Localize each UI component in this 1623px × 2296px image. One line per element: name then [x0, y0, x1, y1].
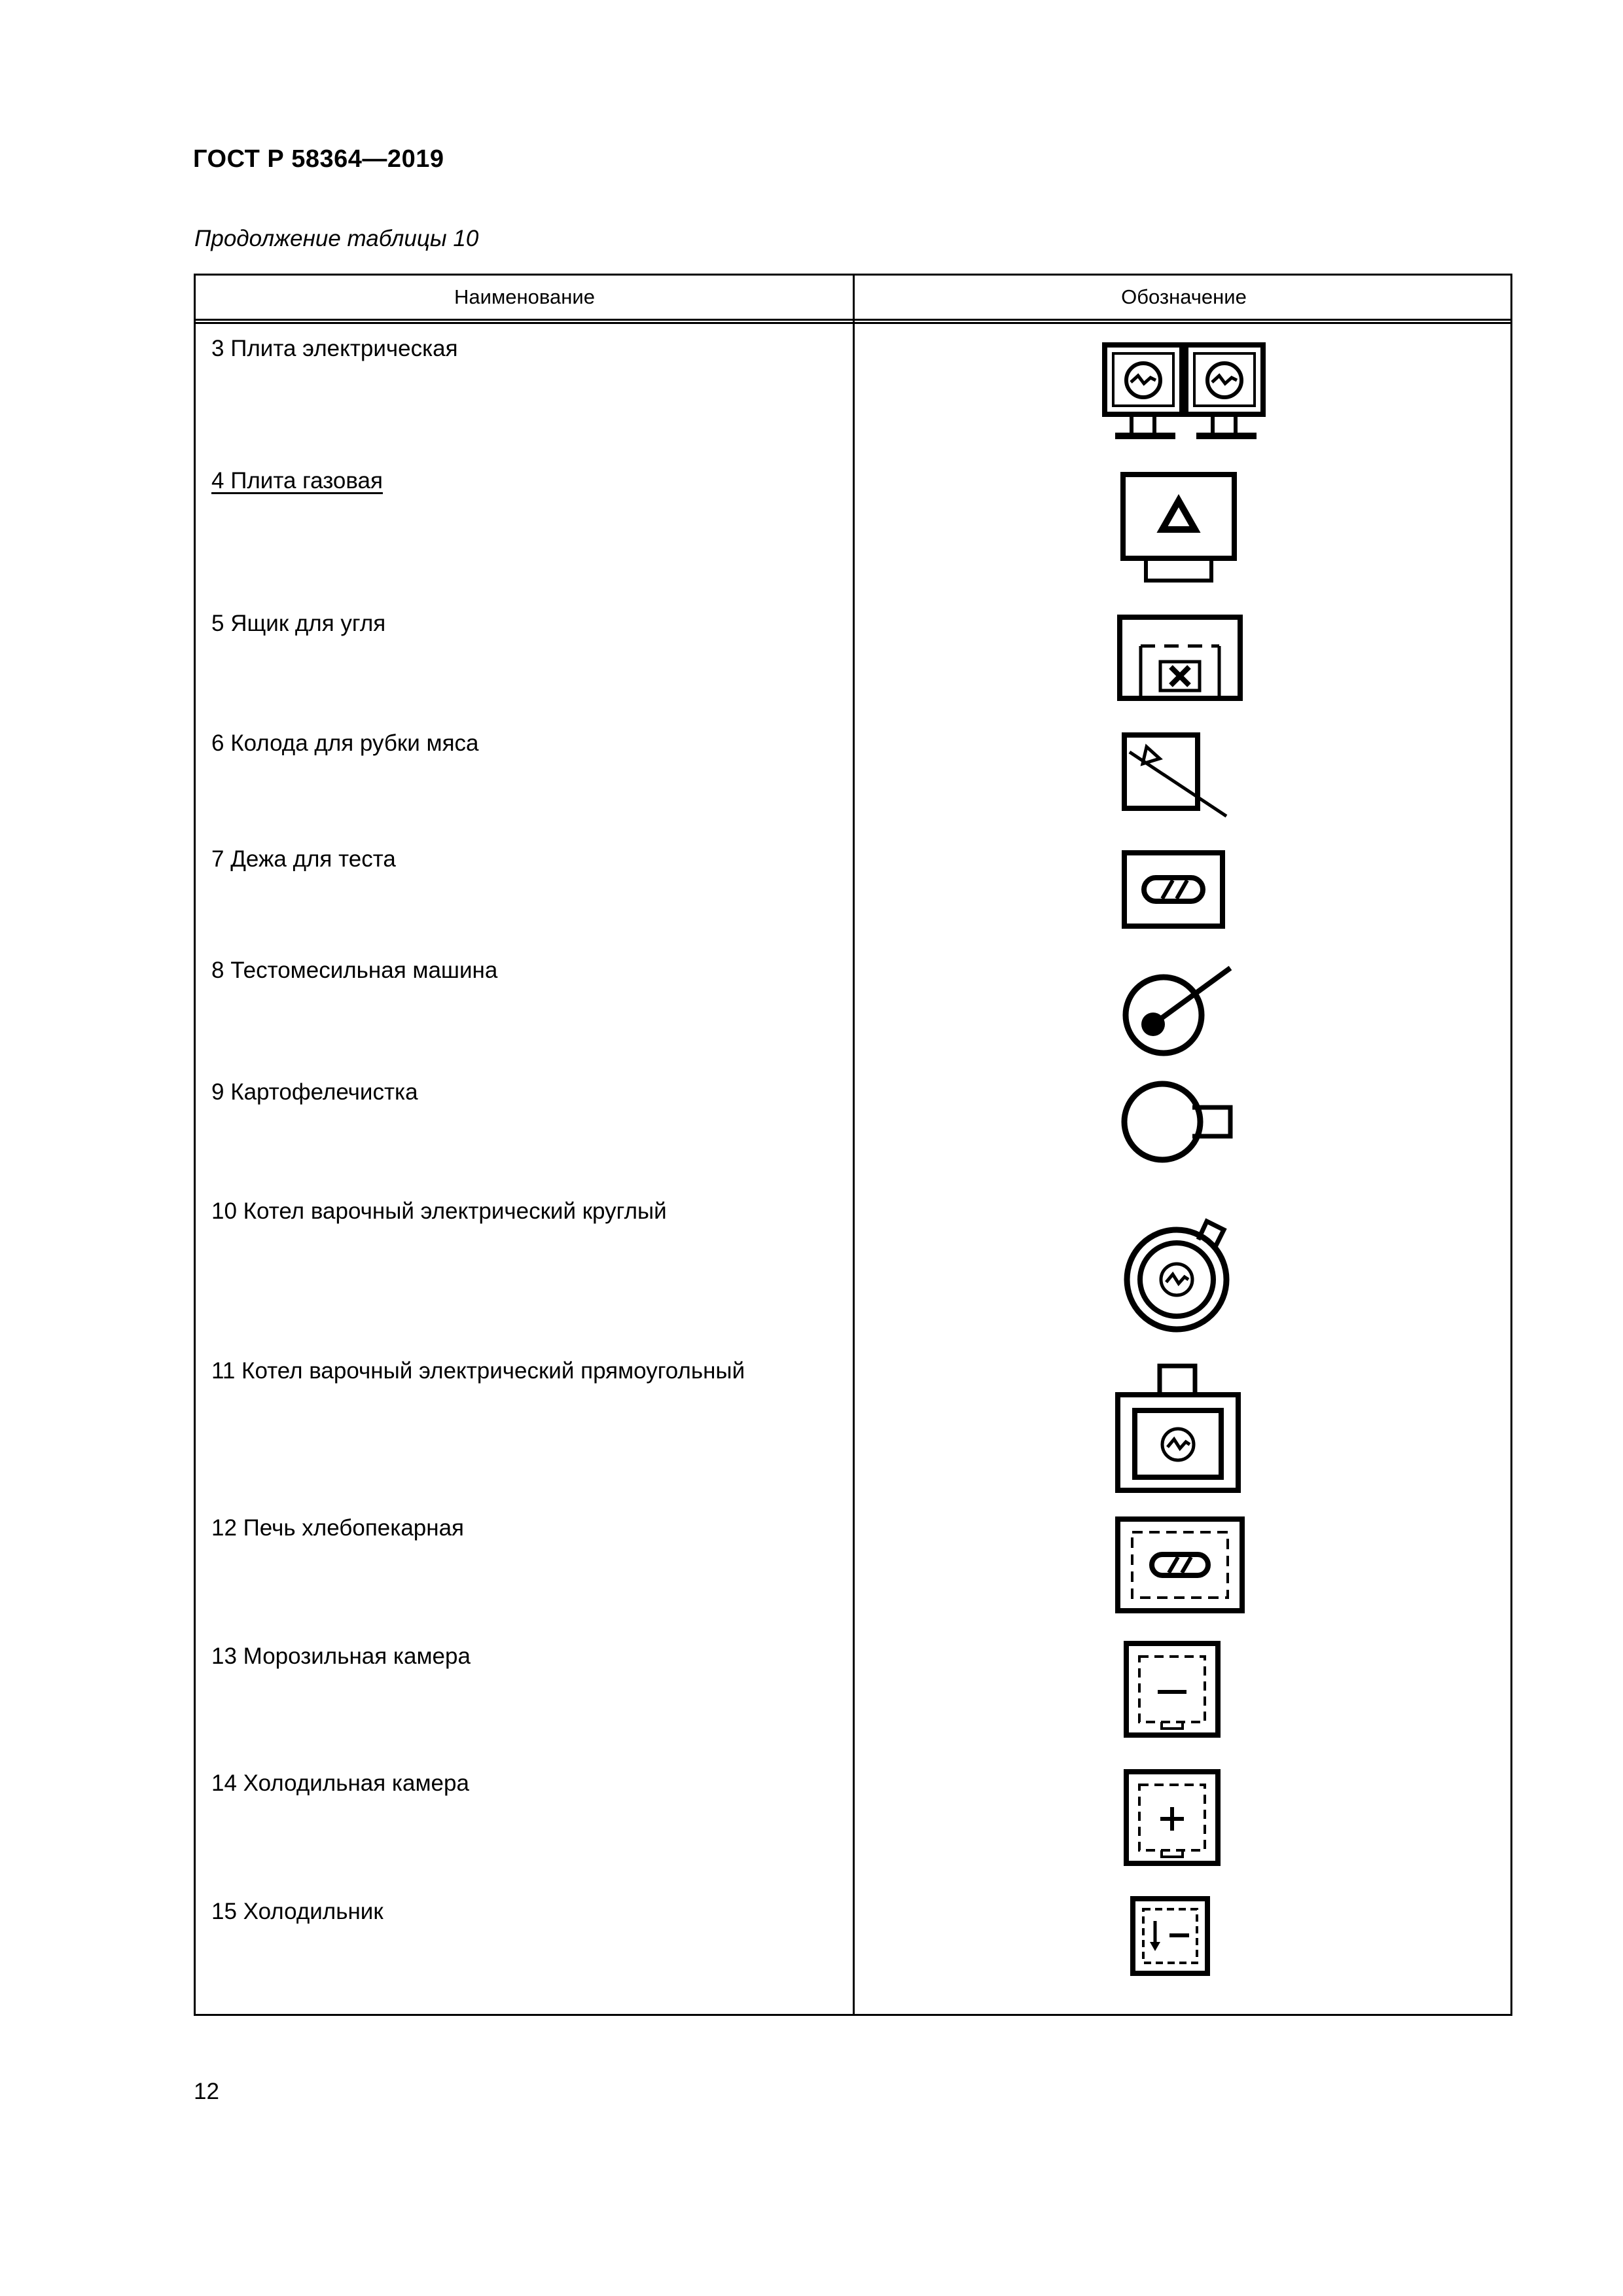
- row-label-round-boiler: 10 Котел варочный электрический круглый: [211, 1198, 667, 1224]
- refrigerator-icon: [1130, 1896, 1211, 1976]
- document-header: ГОСТ Р 58364—2019: [193, 145, 444, 173]
- column-divider: [853, 276, 855, 2014]
- table-caption: Продолжение таблицы 10: [194, 226, 479, 251]
- electric-stove-icon: [1102, 342, 1267, 442]
- round-electric-boiler-icon: [1120, 1205, 1233, 1335]
- rectangular-electric-boiler-icon: [1115, 1363, 1243, 1494]
- freezer-chamber-icon: [1124, 1641, 1223, 1739]
- refrigeration-chamber-icon: [1124, 1769, 1223, 1867]
- row-label-dough-mixer: 8 Тестомесильная машина: [211, 958, 498, 983]
- gas-stove-icon: [1120, 472, 1238, 583]
- meat-chopping-block-icon: [1122, 732, 1233, 817]
- row-label-electric-stove: 3 Плита электрическая: [211, 336, 458, 361]
- row-label-dough-bowl: 7 Дежа для теста: [211, 846, 396, 872]
- row-label-rect-boiler: 11 Котел варочный электрический прямоугольный: [211, 1358, 745, 1384]
- row-label-refrigerator: 15 Холодильник: [211, 1899, 383, 1924]
- column-header-name: Наименование: [454, 285, 595, 308]
- row-label-meat-block: 6 Колода для рубки мяса: [211, 730, 479, 756]
- row-label-cold-chamber: 14 Холодильная камера: [211, 1770, 469, 1796]
- bread-oven-icon: [1115, 1516, 1245, 1613]
- column-header-symbol: Обозначение: [1121, 285, 1247, 308]
- potato-peeler-icon: [1119, 1078, 1234, 1166]
- row-label-coal-box: 5 Ящик для угля: [211, 611, 386, 636]
- page-number: 12: [194, 2079, 219, 2104]
- row-label-freezer: 13 Морозильная камера: [211, 1643, 471, 1669]
- dough-mixer-icon: [1120, 959, 1236, 1057]
- coal-box-icon: [1117, 615, 1243, 702]
- symbols-table: [194, 274, 1512, 2016]
- row-label-potato-peeler: 9 Картофелечистка: [211, 1079, 418, 1105]
- row-label-bread-oven: 12 Печь хлебопекарная: [211, 1515, 464, 1541]
- dough-bowl-icon: [1122, 850, 1225, 929]
- row-label-gas-stove: 4 Плита газовая: [211, 468, 383, 493]
